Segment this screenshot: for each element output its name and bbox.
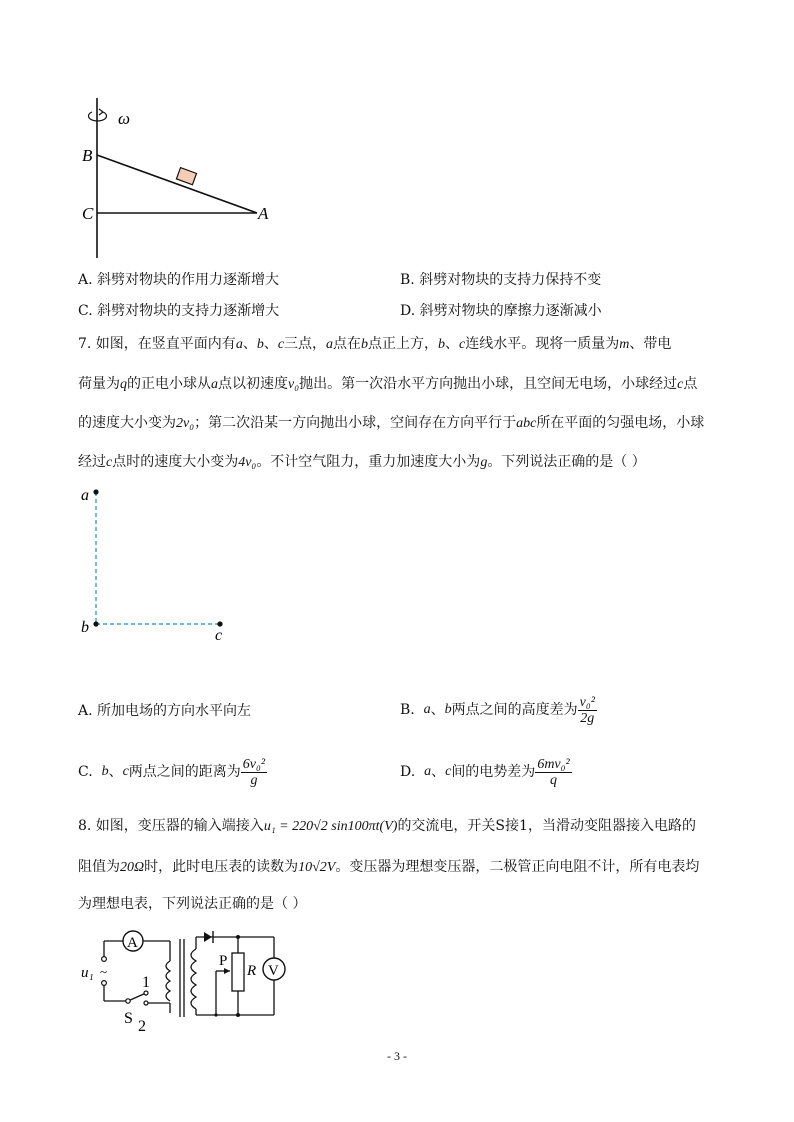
point-a (93, 489, 98, 494)
q6-option-c: C. 斜劈对物块的支持力逐渐增大 (78, 303, 280, 319)
label-tilde: ~ (100, 964, 108, 979)
label-A: A (258, 204, 269, 223)
transformer-circuit-figure (78, 925, 298, 1035)
label-b: b (81, 619, 89, 636)
voltmeter-label: V (268, 963, 279, 979)
label-B: B (82, 146, 93, 165)
abc-points-figure (74, 482, 254, 644)
q7-option-b: B. a 、 b 两点之间的高度差为 $\frac{\text{v₀²}}{2g}$ (400, 694, 595, 726)
q6-option-a: A. 斜劈对物块的作用力逐渐增大 (78, 272, 280, 288)
q7-line-2: 荷量为q的正电小球从a点以初速度v₀抛出。第一次沿水平方向抛出小球，且空间无电场，小球经过c点 (78, 376, 698, 392)
incline-surface (97, 155, 257, 213)
q7-b-fraction: $\frac{\text{v₀²}}{2g}$ (579, 694, 595, 726)
label-P: P (219, 953, 228, 969)
point-c (217, 621, 222, 626)
label-2: 2 (138, 1018, 146, 1035)
q8-line-3: 为理想电表，下列说法正确的是（ ） (78, 896, 307, 912)
block (176, 168, 196, 185)
point-b (93, 621, 98, 626)
q6-option-b: B. 斜劈对物块的支持力保持不变 (400, 272, 602, 288)
label-a: a (81, 487, 89, 504)
q8-line-2: 阻值为20Ω时，此时电压表的读数为10√2V。变压器为理想变压器，二极管正向电阻不计，所有电表均 (78, 859, 700, 875)
label-C: C (82, 204, 94, 223)
label-R: R (247, 963, 257, 979)
q7-option-d: D. a 、 c 间的电势差为 $\frac{\text{6mv₀²}}{q}$ (400, 756, 570, 788)
label-c: c (215, 627, 223, 644)
page-number: - 3 - (387, 1049, 407, 1063)
label-1: 1 (142, 974, 150, 991)
q7-d-fraction: $\frac{\text{6mv₀²}}{q}$ (537, 756, 570, 788)
incline-figure (70, 98, 290, 260)
label-S: S (124, 1010, 133, 1027)
rheostat (232, 953, 244, 991)
primary-coil (166, 961, 170, 1001)
q7-line-4: 经过c点时的速度大小变为4v₀。不计空气阻力，重力加速度大小为g。下列说法正确的是（ ） (78, 454, 646, 470)
q7-option-c: C. b 、 c 两点之间的距离为 $\frac{\text{6v₀²}}{g}$ (78, 756, 266, 788)
secondary-coil (191, 949, 196, 1009)
label-u1: u₁ (81, 965, 94, 981)
q7-line-3: 的速度大小变为2v₀；第二次沿某一方向抛出小球，空间存在方向平行于abc所在平面的匀强电场，小球 (78, 415, 705, 431)
q7-option-a: A. 所加电场的方向水平向左 (78, 703, 252, 719)
ammeter-label: A (127, 935, 138, 951)
diode-icon (204, 931, 213, 943)
q7-line-1: 7. 如图，在竖直平面内有a、b、c三点，a点在b点正上方，b、c连线水平。现将一质量为m、带电 (78, 336, 672, 352)
q6-option-d: D. 斜劈对物块的摩擦力逐渐减小 (400, 303, 602, 319)
label-omega: ω (118, 109, 131, 128)
q7-c-fraction: $\frac{\text{6v₀²}}{g}$ (242, 756, 266, 788)
q8-line-1: 8. 如图，变压器的输入端接入u₁ = 220√2 sin100πt(V)的交流电，开关S接1，当滑动变阻器接入电路的 (78, 818, 696, 834)
